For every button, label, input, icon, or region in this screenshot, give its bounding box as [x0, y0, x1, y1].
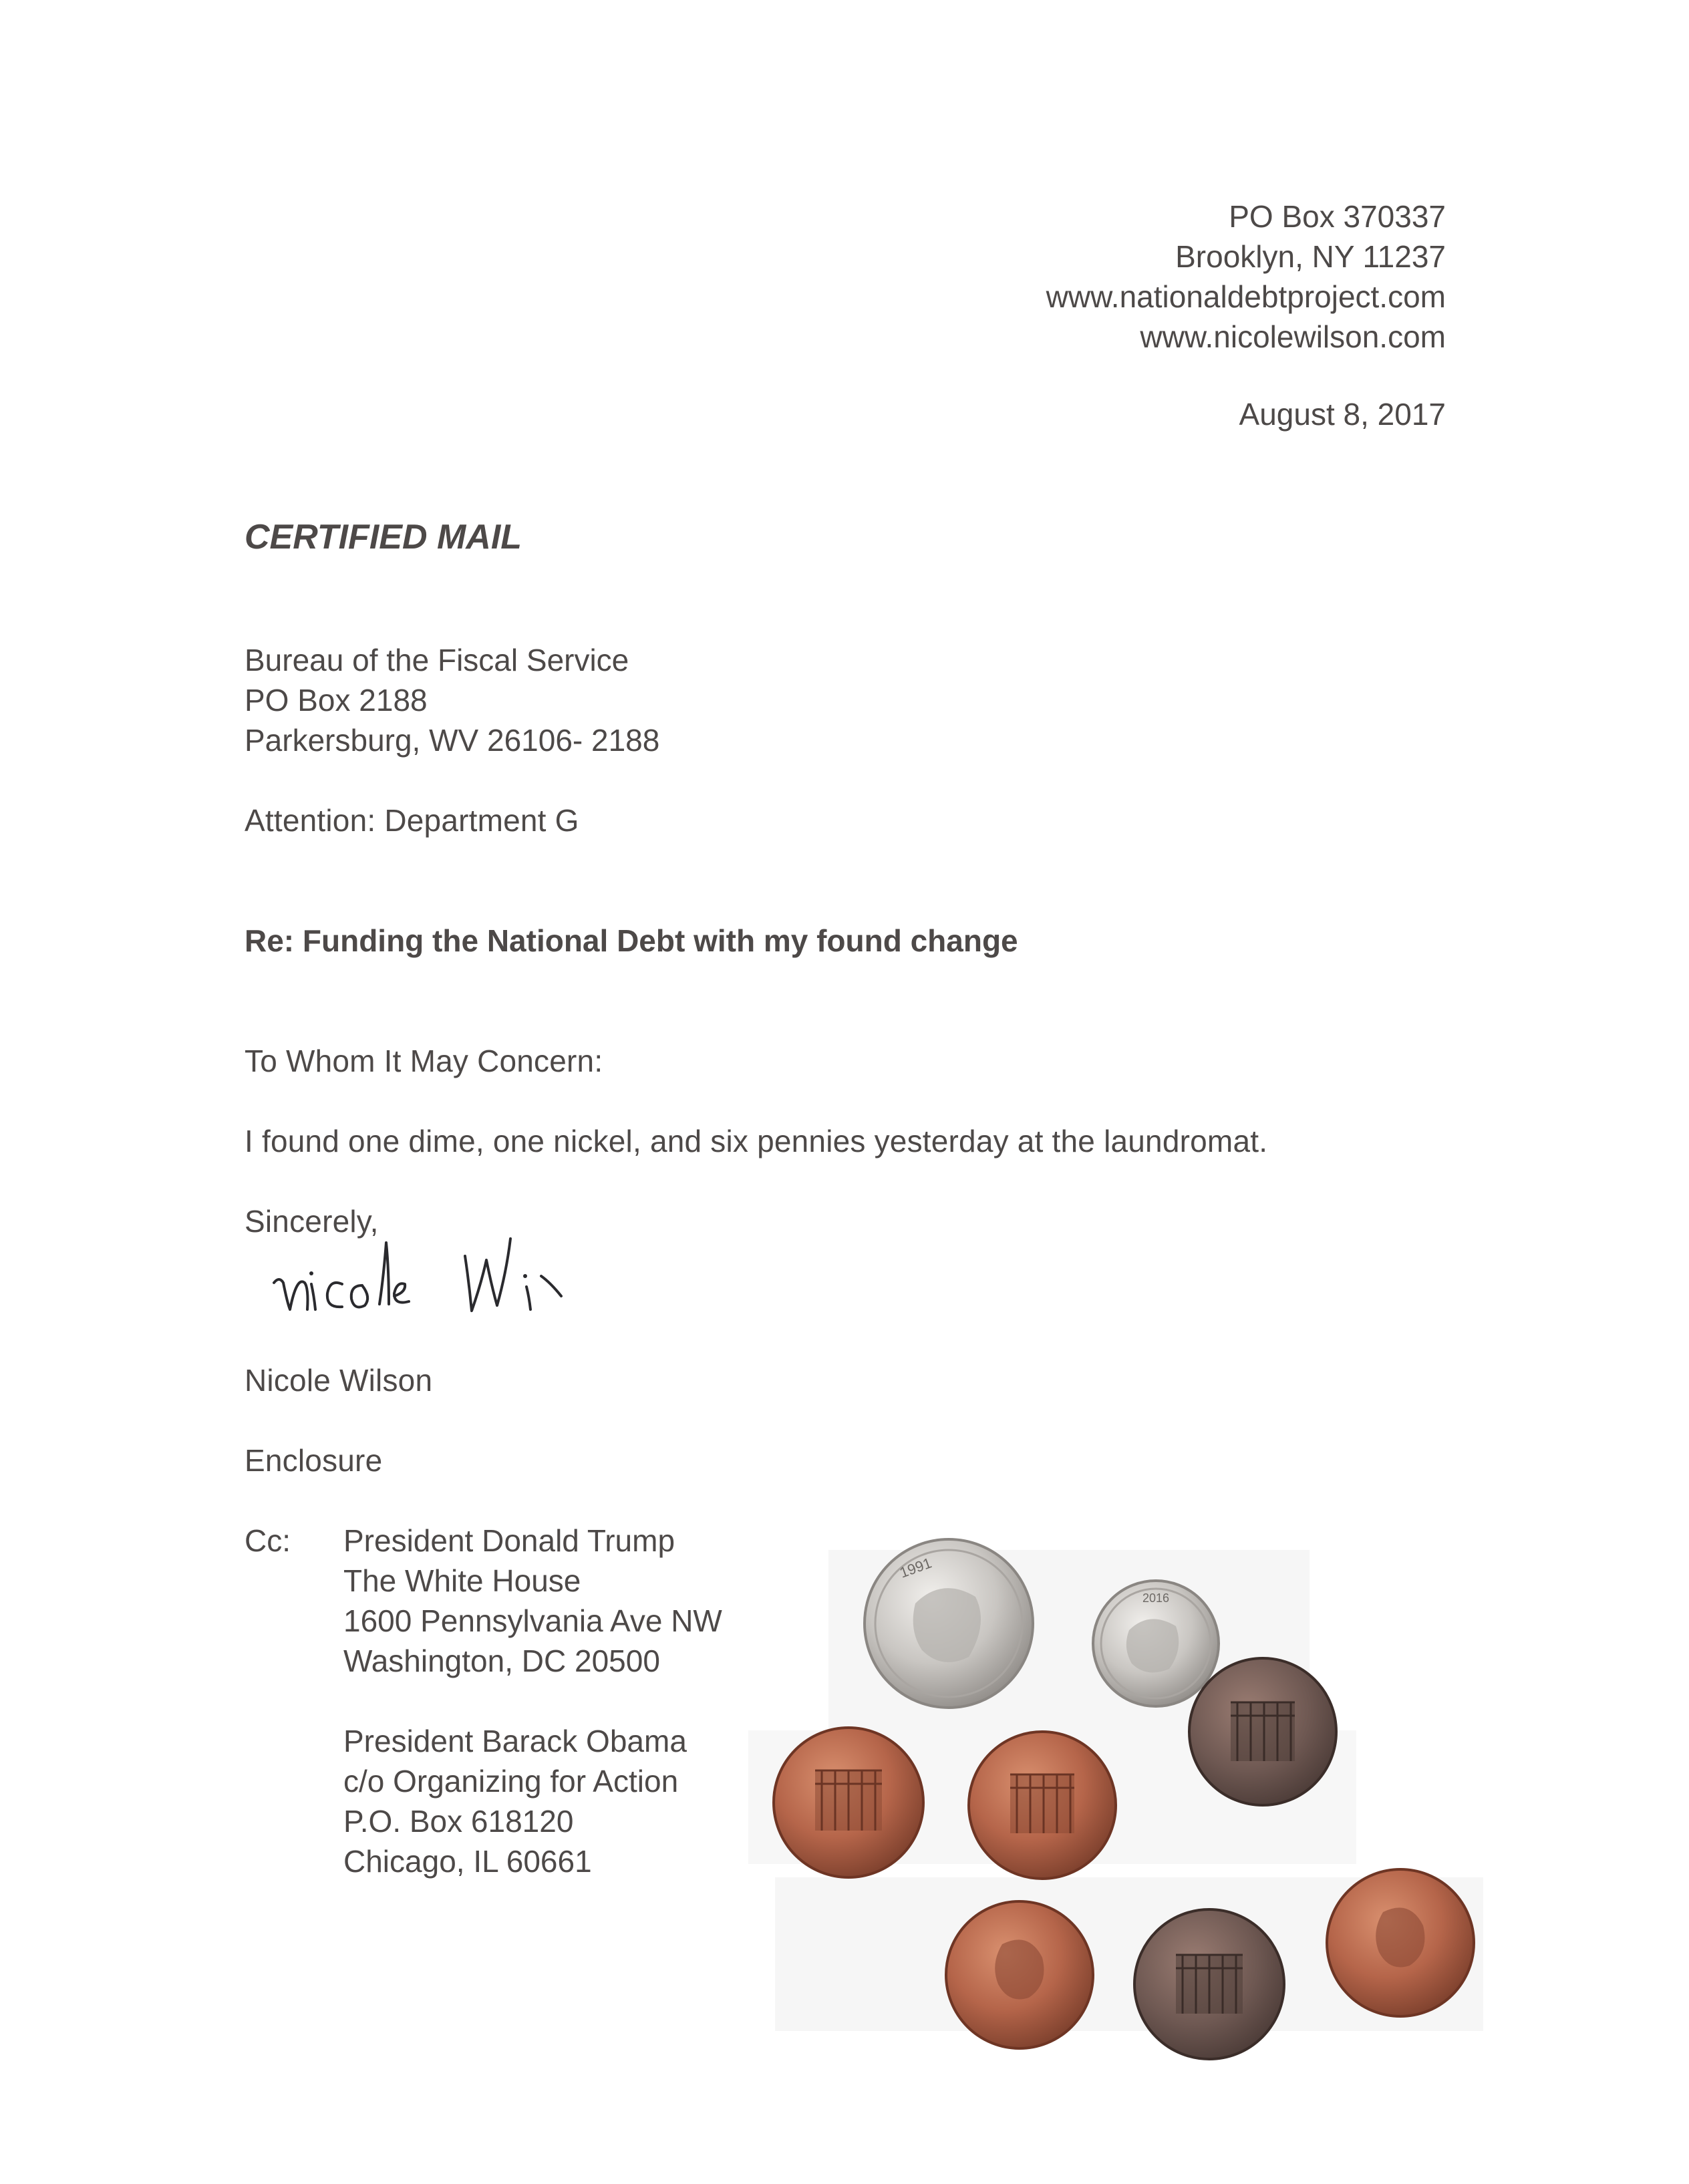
- sender-address: [1046, 196, 1446, 357]
- penny-coin: [1134, 1909, 1284, 2059]
- cc-recipient: [343, 1721, 687, 1881]
- recipient-line: Parkersburg, WV 26106- 2188: [245, 723, 660, 758]
- nickel-coin: [865, 1539, 1033, 1708]
- mail-type-heading: CERTIFIED MAIL: [245, 518, 522, 557]
- recipient-line: Bureau of the Fiscal Service: [245, 643, 629, 677]
- penny-coin: [774, 1728, 923, 1877]
- cc-line: President Barack Obama: [343, 1724, 687, 1758]
- recipient-line: PO Box 2188: [245, 683, 428, 718]
- subject-line: Re: Funding the National Debt with my found change: [245, 923, 1018, 958]
- cc-recipient: [343, 1521, 722, 1681]
- cc-line: 1600 Pennsylvania Ave NW: [343, 1603, 722, 1638]
- penny-coin: [969, 1732, 1116, 1879]
- cc-line: Chicago, IL 60661: [343, 1844, 592, 1879]
- salutation: To Whom It May Concern:: [245, 1044, 603, 1078]
- penny-coin: [946, 1901, 1093, 2048]
- penny-coin: [1189, 1658, 1336, 1805]
- handwritten-signature: [267, 1229, 615, 1330]
- penny-coin: [1327, 1869, 1474, 2016]
- cc-line: Washington, DC 20500: [343, 1644, 660, 1678]
- nickel-year: 1991: [897, 1554, 934, 1581]
- enclosure-note: Enclosure: [245, 1443, 383, 1478]
- cc-line: President Donald Trump: [343, 1523, 675, 1558]
- recipient-address: [245, 640, 659, 760]
- cc-line: P.O. Box 618120: [343, 1804, 574, 1839]
- cc-label: Cc:: [245, 1523, 291, 1558]
- closing: Sincerely,: [245, 1204, 379, 1239]
- letter-date: August 8, 2017: [1239, 397, 1446, 432]
- sender-line: Brooklyn, NY 11237: [1175, 239, 1446, 274]
- signer-name: Nicole Wilson: [245, 1363, 433, 1398]
- cc-line: The White House: [343, 1563, 581, 1598]
- sender-website-link[interactable]: www.nicolewilson.com: [1140, 319, 1446, 354]
- dime-coin: [1093, 1581, 1219, 1706]
- sender-website-link[interactable]: www.nationaldebtproject.com: [1046, 279, 1446, 314]
- letter-body: I found one dime, one nickel, and six pennies yesterday at the laundromat.: [245, 1124, 1268, 1158]
- sender-line: PO Box 370337: [1229, 199, 1446, 234]
- attention-line: Attention: Department G: [245, 803, 579, 838]
- dime-year: 2016: [1142, 1591, 1170, 1605]
- enclosed-coins: [748, 1530, 1510, 2078]
- cc-line: c/o Organizing for Action: [343, 1764, 679, 1799]
